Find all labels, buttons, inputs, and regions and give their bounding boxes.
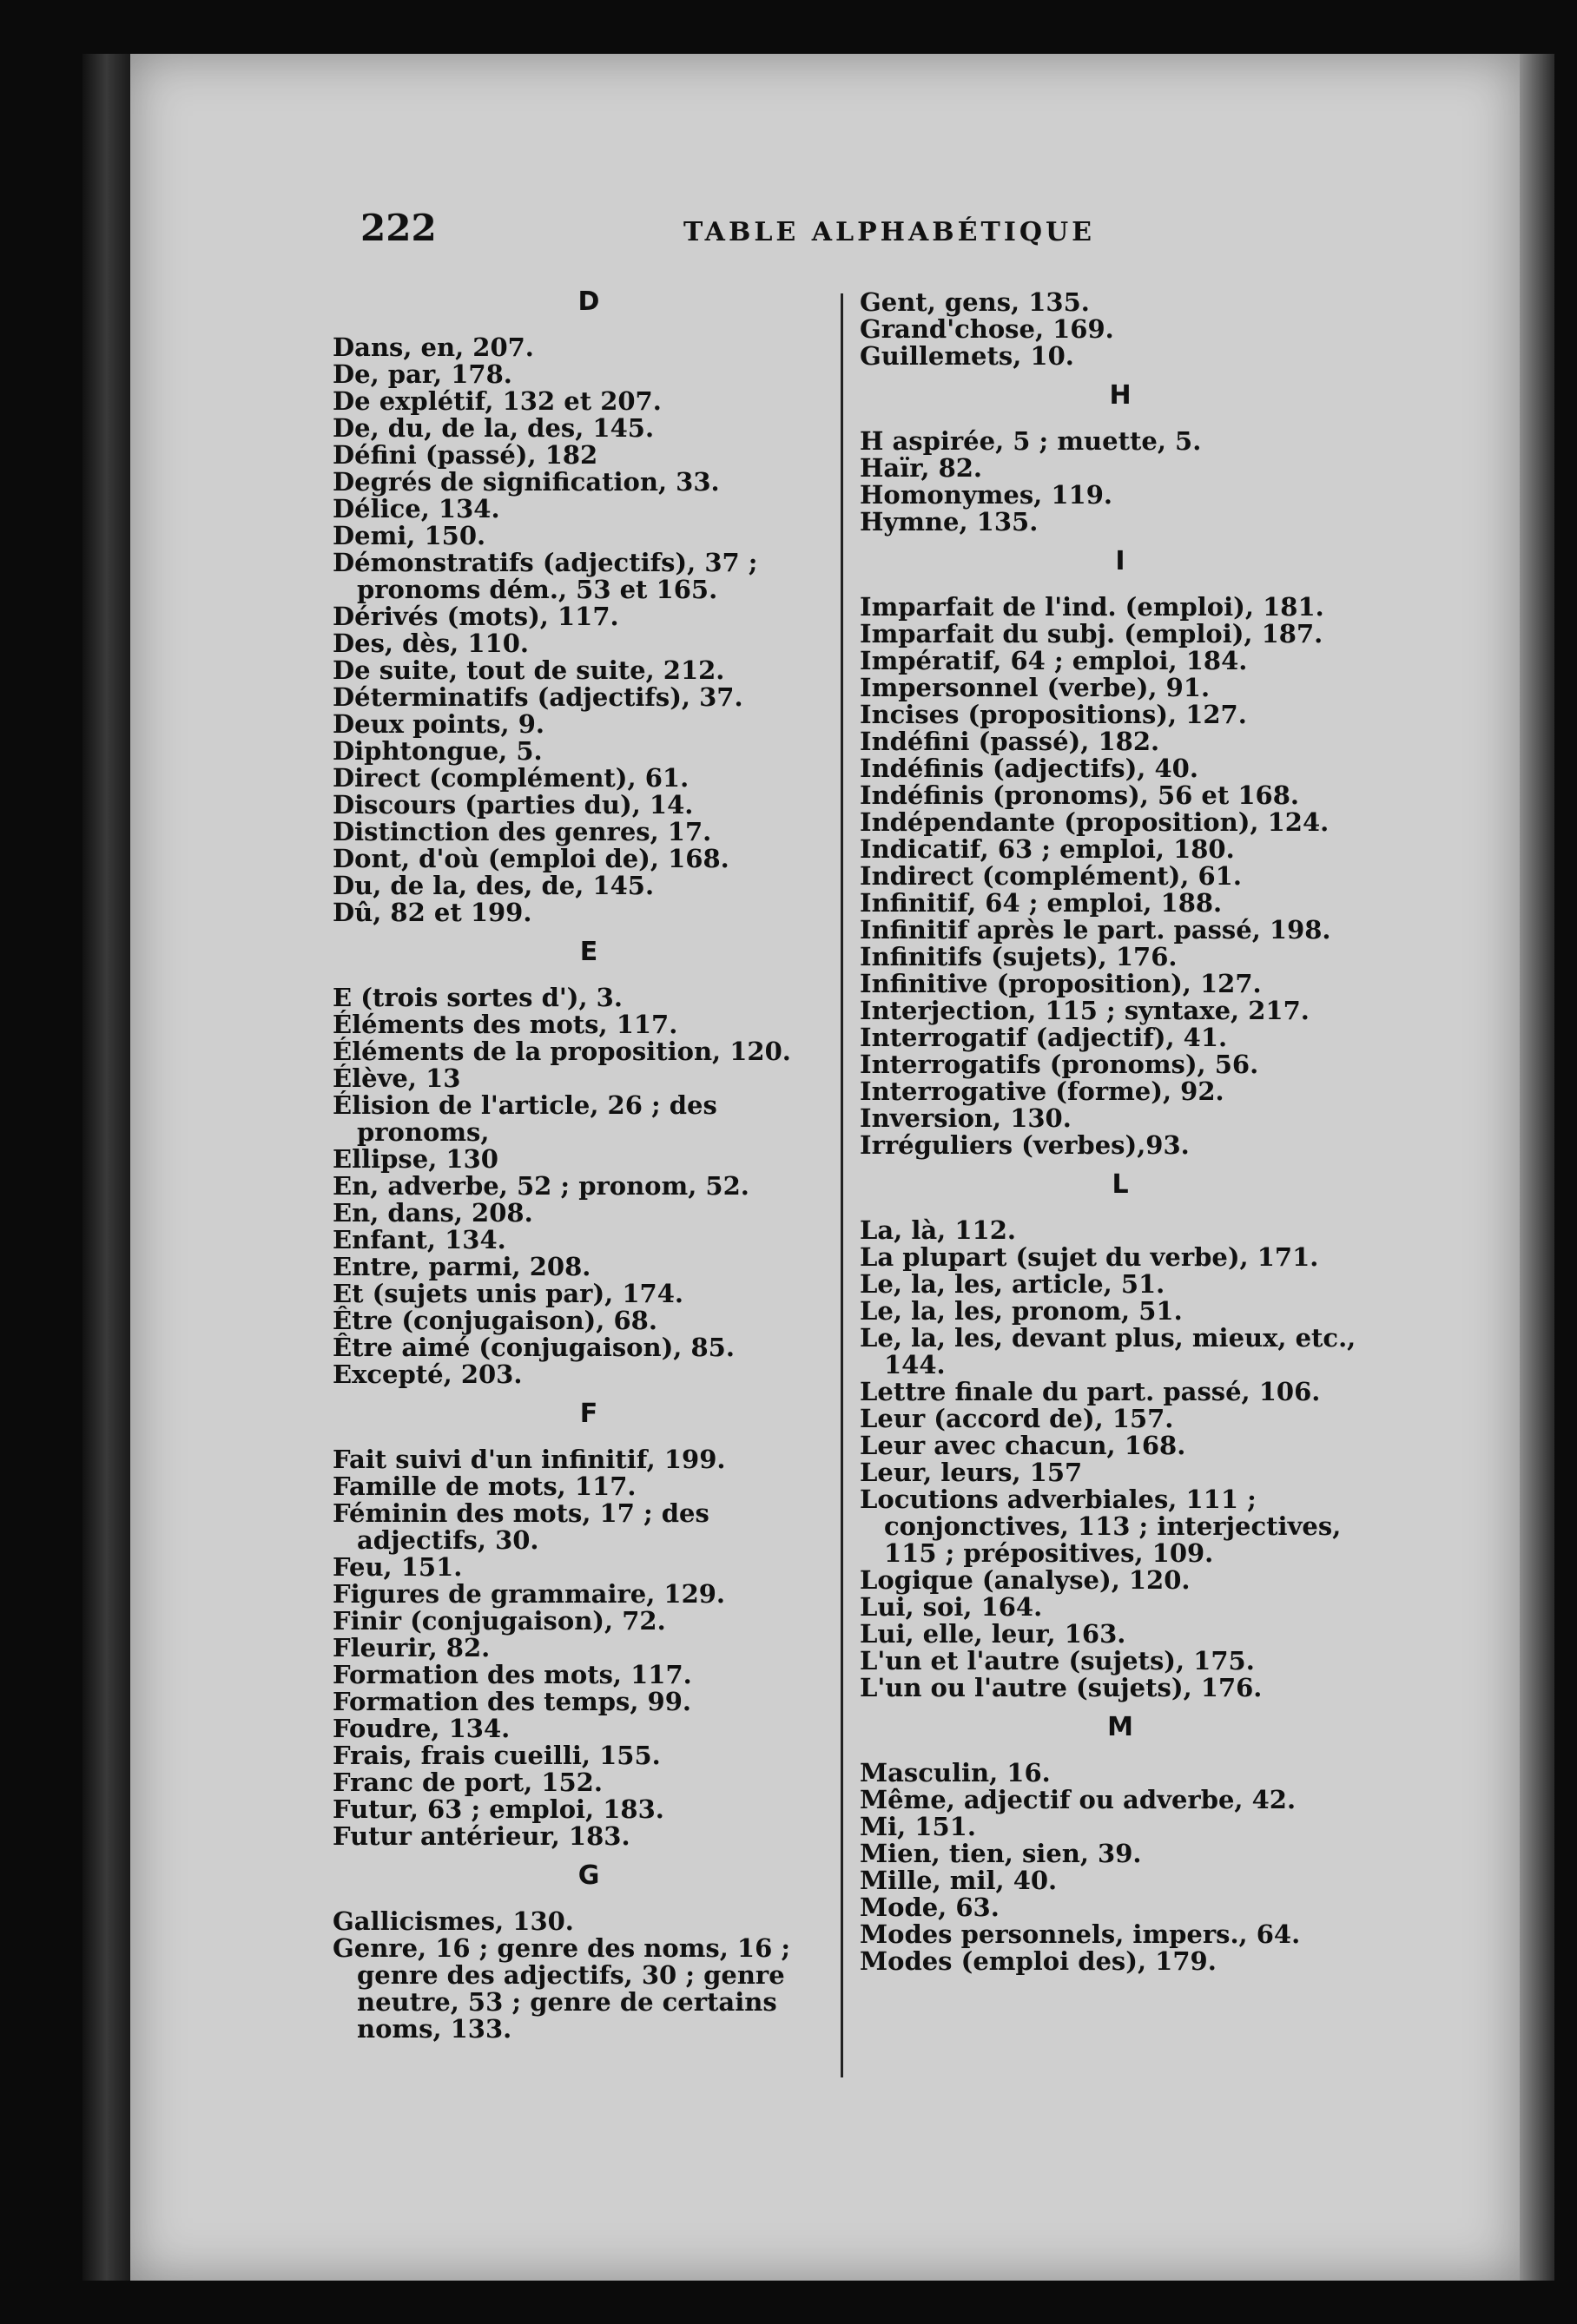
index-entry: Élision de l'article, 26 ; des pronoms, xyxy=(333,1090,717,1147)
index-entry: Homonymes, 119. xyxy=(860,480,1112,510)
index-entry: Gent, gens, 135. xyxy=(860,287,1090,317)
index-entry: H aspirée, 5 ; muette, 5. xyxy=(860,426,1202,456)
index-entry: De, du, de la, des, 145. xyxy=(333,413,655,443)
index-entry: Lui, elle, leur, 163. xyxy=(860,1619,1126,1649)
index-entry: Fait suivi d'un infinitif, 199. xyxy=(333,1445,726,1474)
index-entry: En, dans, 208. xyxy=(333,1198,533,1228)
index-entry: Indéfini (passé), 182. xyxy=(860,727,1160,756)
index-entry: Interjection, 115 ; syntaxe, 217. xyxy=(860,996,1310,1025)
index-entry: De, par, 178. xyxy=(333,359,512,389)
running-title: TABLE ALPHABÉTIQUE xyxy=(683,217,1096,247)
index-entry: Masculin, 16. xyxy=(860,1758,1051,1787)
index-entry: Être (conjugaison), 68. xyxy=(333,1306,657,1335)
index-entry: Indirect (complément), 61. xyxy=(860,861,1242,891)
index-entry: Degrés de signification, 33. xyxy=(333,467,720,497)
section-letter-d: D xyxy=(577,286,600,317)
index-entry: Lettre finale du part. passé, 106. xyxy=(860,1377,1321,1406)
index-entry: Féminin des mots, 17 ; des adjectifs, 30. xyxy=(333,1498,709,1555)
index-entry: Direct (complément), 61. xyxy=(333,763,690,793)
index-entry: Le, la, les, devant plus, mieux, etc., 144. xyxy=(860,1323,1356,1379)
index-column-left xyxy=(333,276,845,2043)
index-entry: Indéfinis (adjectifs), 40. xyxy=(860,754,1198,783)
index-entry: Indépendante (proposition), 124. xyxy=(860,807,1330,837)
index-entry: Défini (passé), 182 xyxy=(333,440,598,470)
index-entry: Locutions adverbiales, 111 ; conjonctives, 113 ; interjectives, 115 ; prépositives, 109. xyxy=(860,1485,1342,1568)
index-entry: Incises (propositions), 127. xyxy=(860,700,1247,729)
index-entry: Démonstratifs (adjectifs), 37 ; pronoms dém., 53 et 165. xyxy=(333,548,758,604)
index-entry: Infinitive (proposition), 127. xyxy=(860,969,1262,998)
index-entry: Déterminatifs (adjectifs), 37. xyxy=(333,682,743,712)
index-entry: Impersonnel (verbe), 91. xyxy=(860,673,1211,702)
index-entry: Même, adjectif ou adverbe, 42. xyxy=(860,1785,1297,1814)
index-entry: Mille, mil, 40. xyxy=(860,1866,1058,1895)
index-entry: Deux points, 9. xyxy=(333,709,544,739)
index-entry: Formation des temps, 99. xyxy=(333,1687,691,1716)
column-divider xyxy=(841,293,843,2077)
index-entry: Impératif, 64 ; emploi, 184. xyxy=(860,646,1248,675)
index-entry: Famille de mots, 117. xyxy=(333,1471,637,1501)
index-column-right xyxy=(860,289,1381,1975)
index-entry: Leur (accord de), 157. xyxy=(860,1404,1174,1433)
index-entry: En, adverbe, 52 ; pronom, 52. xyxy=(333,1171,749,1201)
index-entry: Futur antérieur, 183. xyxy=(333,1821,630,1851)
index-entry: Haïr, 82. xyxy=(860,453,983,483)
index-entry: Ellipse, 130 xyxy=(333,1144,498,1174)
index-entry: Interrogatifs (pronoms), 56. xyxy=(860,1050,1259,1079)
index-entry: Interrogative (forme), 92. xyxy=(860,1076,1224,1106)
index-entry: Diphtongue, 5. xyxy=(333,736,543,766)
index-entry: Distinction des genres, 17. xyxy=(333,817,712,846)
section-letter-l: L xyxy=(1112,1169,1129,1200)
index-entry: Gallicismes, 130. xyxy=(333,1906,574,1936)
index-entry: Éléments de la proposition, 120. xyxy=(333,1037,791,1066)
index-entry: Dérivés (mots), 117. xyxy=(333,602,619,631)
index-entry: Élève, 13 xyxy=(333,1063,461,1093)
index-entry: Enfant, 134. xyxy=(333,1225,506,1254)
index-entry: Des, dès, 110. xyxy=(333,629,529,658)
index-entry: Infinitif, 64 ; emploi, 188. xyxy=(860,888,1223,918)
index-entry: Indéfinis (pronoms), 56 et 168. xyxy=(860,780,1299,810)
index-entry: De suite, tout de suite, 212. xyxy=(333,655,725,685)
index-entry: Excepté, 203. xyxy=(333,1360,523,1389)
page-right-shadow xyxy=(1520,54,1554,2281)
index-entry: Être aimé (conjugaison), 85. xyxy=(333,1333,735,1362)
index-entry: Le, la, les, pronom, 51. xyxy=(860,1296,1183,1326)
index-entry: Formation des mots, 117. xyxy=(333,1660,692,1689)
index-entry: Imparfait du subj. (emploi), 187. xyxy=(860,619,1323,648)
section-letter-m: M xyxy=(1107,1712,1133,1742)
index-entry: Fleurir, 82. xyxy=(333,1633,491,1662)
section-letter-f: F xyxy=(579,1399,598,1429)
index-entry: De explétif, 132 et 207. xyxy=(333,386,662,416)
index-entry: Mode, 63. xyxy=(860,1893,1000,1922)
index-entry: Feu, 151. xyxy=(333,1552,463,1582)
index-entry: Finir (conjugaison), 72. xyxy=(333,1606,666,1636)
index-entry: Dans, en, 207. xyxy=(333,332,534,362)
section-letter-i: I xyxy=(1115,546,1125,576)
index-entry: Interrogatif (adjectif), 41. xyxy=(860,1023,1228,1052)
index-entry: Dû, 82 et 199. xyxy=(333,898,532,927)
index-entry: Hymne, 135. xyxy=(860,507,1039,537)
index-entry: Irréguliers (verbes),93. xyxy=(860,1130,1190,1160)
index-entry: L'un et l'autre (sujets), 175. xyxy=(860,1646,1255,1676)
index-entry: Éléments des mots, 117. xyxy=(333,1010,678,1039)
index-entry: Imparfait de l'ind. (emploi), 181. xyxy=(860,592,1324,622)
index-entry: Discours (parties du), 14. xyxy=(333,790,694,820)
index-entry: Mi, 151. xyxy=(860,1812,976,1841)
index-entry: Modes (emploi des), 179. xyxy=(860,1946,1217,1976)
index-entry: Franc de port, 152. xyxy=(333,1768,603,1797)
index-entry: Dont, d'où (emploi de), 168. xyxy=(333,844,729,873)
index-entry: La, là, 112. xyxy=(860,1215,1017,1245)
section-letter-g: G xyxy=(577,1860,600,1891)
index-entry: Inversion, 130. xyxy=(860,1103,1072,1133)
index-entry: Entre, parmi, 208. xyxy=(333,1252,591,1281)
page-number: 222 xyxy=(360,207,437,249)
section-letter-h: H xyxy=(1109,380,1132,411)
book-spine-edge xyxy=(82,54,130,2281)
index-entry: Mien, tien, sien, 39. xyxy=(860,1839,1142,1868)
index-entry: E (trois sortes d'), 3. xyxy=(333,983,623,1012)
index-entry: Genre, 16 ; genre des noms, 16 ; genre des adjectifs, 30 ; genre neutre, 53 ; genre de certains noms, 133. xyxy=(333,1933,791,2044)
index-entry: Infinitifs (sujets), 176. xyxy=(860,942,1178,971)
index-entry: Leur avec chacun, 168. xyxy=(860,1431,1186,1460)
index-entry: L'un ou l'autre (sujets), 176. xyxy=(860,1673,1263,1702)
index-entry: Délice, 134. xyxy=(333,494,500,523)
index-entry: Figures de grammaire, 129. xyxy=(333,1579,726,1609)
index-entry: Frais, frais cueilli, 155. xyxy=(333,1741,661,1770)
index-entry: Du, de la, des, de, 145. xyxy=(333,871,655,900)
index-entry: Et (sujets unis par), 174. xyxy=(333,1279,683,1308)
index-entry: Indicatif, 63 ; emploi, 180. xyxy=(860,834,1235,864)
index-entry: Leur, leurs, 157 xyxy=(860,1458,1083,1487)
index-entry: Infinitif après le part. passé, 198. xyxy=(860,915,1331,945)
index-entry: Foudre, 134. xyxy=(333,1714,511,1743)
index-entry: La plupart (sujet du verbe), 171. xyxy=(860,1242,1319,1272)
index-entry: Futur, 63 ; emploi, 183. xyxy=(333,1794,664,1824)
index-entry: Demi, 150. xyxy=(333,521,486,550)
index-entry: Le, la, les, article, 51. xyxy=(860,1269,1165,1299)
index-entry: Logique (analyse), 120. xyxy=(860,1565,1191,1595)
section-letter-e: E xyxy=(579,937,598,967)
index-entry: Modes personnels, impers., 64. xyxy=(860,1919,1301,1949)
index-entry: Grand'chose, 169. xyxy=(860,314,1114,344)
index-entry: Guillemets, 10. xyxy=(860,341,1074,371)
index-entry: Lui, soi, 164. xyxy=(860,1592,1043,1622)
